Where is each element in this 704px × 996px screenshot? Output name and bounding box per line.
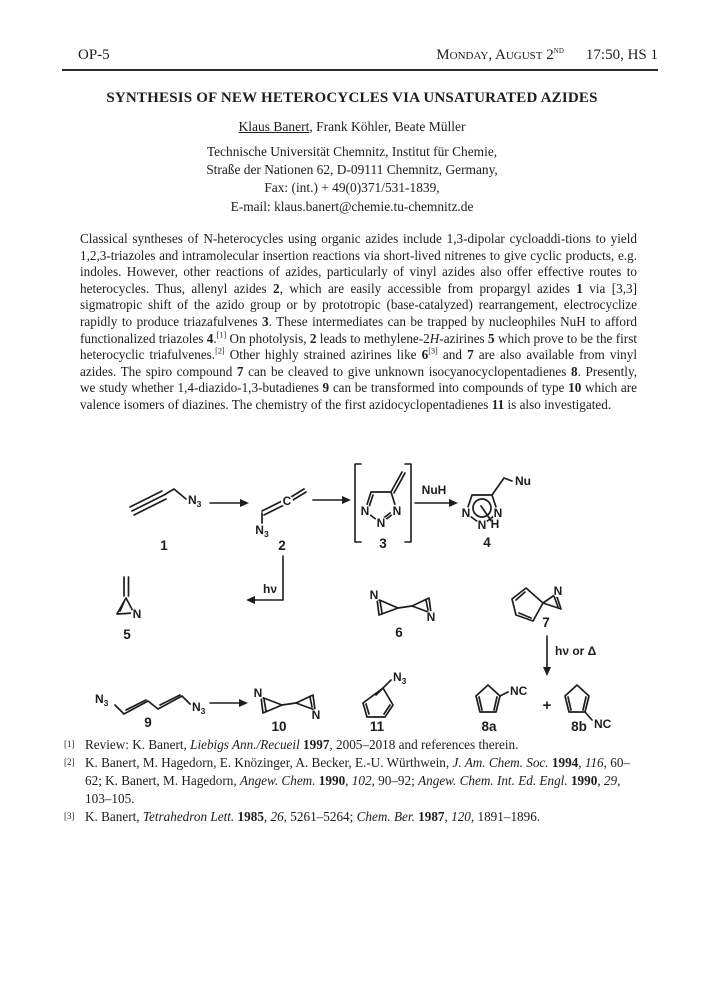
footnote-text: Review: K. Banert, Liebigs Ann./Recueil 1997, 2005–2018 and references therein. bbox=[85, 737, 519, 752]
abstract-paragraph: Classical syntheses of N-heterocycles using organic azides include 1,3-dipolar cycloaddi-tions to yield 1,2,3-triazoles and intramolecular insertion reactions via short-lived nitrenes to give cyclic products, e.g. indoles. However, other reactions of azides, particularly of vinyl azides also offer effective routes to heterocycles. Thus, allenyl azides 2, which are easily accessible from propargyl azides 1 via [3,3] sigmatropic shift of the azido group or by prototropic (base-catalyzed) rearrangement, electrocyclize rapidly to produce triazafulvenes 3. These intermediates can be trapped by nucleophiles NuH to afford functionalized triazoles 4.[1] On photolysis, 2 leads to methylene-2H-azirines 5 which prove to be the first heterocyclic triafulvenes.[2] Other highly strained azirines like 6[3] and 7 are also available from vinyl azides. The spiro compound 7 can be cleaved to give unknown isocyanocyclopentadienes 8. Presently, we study whether 1,4-diazido-1,3-butadienes 9 can be transformed into compounds of type 10 which are valence isomers of diazines. The chemistry of the first azidocyclopentadienes 11 is also investigated. bbox=[80, 231, 637, 412]
reaction-scheme bbox=[60, 452, 660, 752]
structure-10 bbox=[252, 686, 323, 734]
plus-sign: + bbox=[542, 697, 552, 714]
compound-label-4: 4 bbox=[483, 535, 491, 550]
affiliation-line: Straße der Nationen 62, D-09111 Chemnitz, Germany, bbox=[206, 162, 498, 178]
condition-label-hv: hν bbox=[262, 582, 278, 596]
carbon-label: C bbox=[282, 494, 292, 508]
isocyanide-label: NC bbox=[594, 717, 612, 731]
structure-3 bbox=[355, 464, 411, 551]
nitrogen-label: N bbox=[376, 516, 386, 530]
compound-label-1: 1 bbox=[160, 538, 168, 553]
structure-11 bbox=[363, 670, 407, 734]
compound-label-10: 10 bbox=[271, 719, 287, 734]
compound-label-11: 11 bbox=[369, 719, 385, 734]
nitrogen-label: N bbox=[493, 506, 503, 520]
footnote-marker: [3] bbox=[64, 811, 75, 821]
footnote bbox=[64, 754, 642, 808]
nucleophile-label: Nu bbox=[515, 474, 531, 488]
session-datetime bbox=[436, 47, 658, 64]
session-date: Monday, August 2nd bbox=[436, 46, 564, 63]
structure-6 bbox=[368, 588, 438, 640]
structure-2 bbox=[255, 489, 306, 553]
compound-label-8b: 8b bbox=[571, 719, 587, 734]
arrow-1-to-2 bbox=[210, 499, 249, 507]
nitrogen-label: N bbox=[477, 518, 487, 532]
affiliation-fax: Fax: (int.) + 49(0)371/531-1839, bbox=[264, 180, 440, 196]
page-header bbox=[62, 47, 658, 71]
paper-title: SYNTHESIS OF NEW HETEROCYCLES VIA UNSATURATED AZIDES bbox=[106, 90, 598, 106]
azide-label: $N_3$ bbox=[393, 670, 407, 686]
arrow-9-to-10 bbox=[210, 699, 248, 707]
footnotes bbox=[64, 736, 642, 826]
compound-label-3: 3 bbox=[379, 536, 387, 551]
structure-4 bbox=[460, 474, 531, 550]
azide-label: $N_3$ bbox=[192, 700, 206, 716]
compound-label-5: 5 bbox=[123, 627, 131, 642]
footnote-text: K. Banert, M. Hagedorn, E. Knözinger, A. Becker, E.-U. Würthwein, J. Am. Chem. Soc. 1994, 116, 60–62; K. Banert, M. Hagedorn, Angew. Chem. 1990, 102, 90–92; Angew. Chem. Int. Ed. Engl. 1990, 29, 103–105. bbox=[85, 755, 631, 806]
authors-line: Klaus Banert, Frank Köhler, Beate Müller bbox=[238, 119, 466, 134]
condition-label-hv-or-delta: hν or Δ bbox=[555, 644, 597, 658]
footnote bbox=[64, 736, 642, 754]
azide-label: $N_3$ bbox=[188, 493, 202, 509]
nitrogen-label: N bbox=[553, 584, 563, 598]
structure-5 bbox=[117, 577, 143, 642]
arrow-hv-or-delta bbox=[543, 636, 597, 676]
session-time-room: 17:50, HS 1 bbox=[585, 47, 658, 63]
structure-8a bbox=[476, 684, 528, 734]
reagent-label-nuh: NuH bbox=[421, 483, 447, 497]
nitrogen-label: N bbox=[461, 506, 471, 520]
arrow-nuh bbox=[415, 483, 458, 507]
arrow-2-to-3 bbox=[313, 496, 351, 504]
nitrogen-label: N bbox=[426, 610, 436, 624]
compound-label-6: 6 bbox=[395, 625, 403, 640]
hydrogen-label: H bbox=[490, 517, 500, 531]
nitrogen-label: N bbox=[132, 607, 142, 621]
compound-label-7: 7 bbox=[542, 615, 550, 630]
footnote-text: K. Banert, Tetrahedron Lett. 1985, 26, 5261–5264; Chem. Ber. 1987, 120, 1891–1896. bbox=[85, 809, 541, 824]
structure-1 bbox=[130, 489, 202, 553]
footnote-marker: [2] bbox=[64, 757, 75, 767]
reaction-scheme-svg bbox=[60, 452, 660, 752]
nitrogen-label: N bbox=[311, 708, 321, 722]
nitrogen-label: N bbox=[369, 588, 379, 602]
affiliation-line: Technische Universität Chemnitz, Institut für Chemie, bbox=[206, 144, 498, 159]
structure-7 bbox=[512, 584, 564, 630]
nitrogen-label: N bbox=[253, 686, 263, 700]
nitrogen-label: N bbox=[392, 504, 402, 518]
session-code: OP-5 bbox=[78, 47, 110, 63]
compound-label-2: 2 bbox=[278, 538, 286, 553]
affiliation-email: E-mail: klaus.banert@chemie.tu-chemnitz.de bbox=[230, 198, 474, 214]
structure-9 bbox=[95, 692, 206, 730]
footnote-marker: [1] bbox=[64, 739, 75, 749]
nitrogen-label: N bbox=[360, 504, 370, 518]
arrow-hv-2-to-5 bbox=[246, 556, 283, 604]
compound-label-8a: 8a bbox=[481, 719, 497, 734]
structure-8b bbox=[565, 685, 612, 734]
compound-label-9: 9 bbox=[144, 715, 152, 730]
footnote bbox=[64, 808, 642, 826]
azide-label: $N_3$ bbox=[255, 523, 269, 539]
azide-label: $N_3$ bbox=[95, 692, 109, 708]
isocyanide-label: NC bbox=[510, 684, 528, 698]
affiliation-block bbox=[0, 143, 704, 216]
